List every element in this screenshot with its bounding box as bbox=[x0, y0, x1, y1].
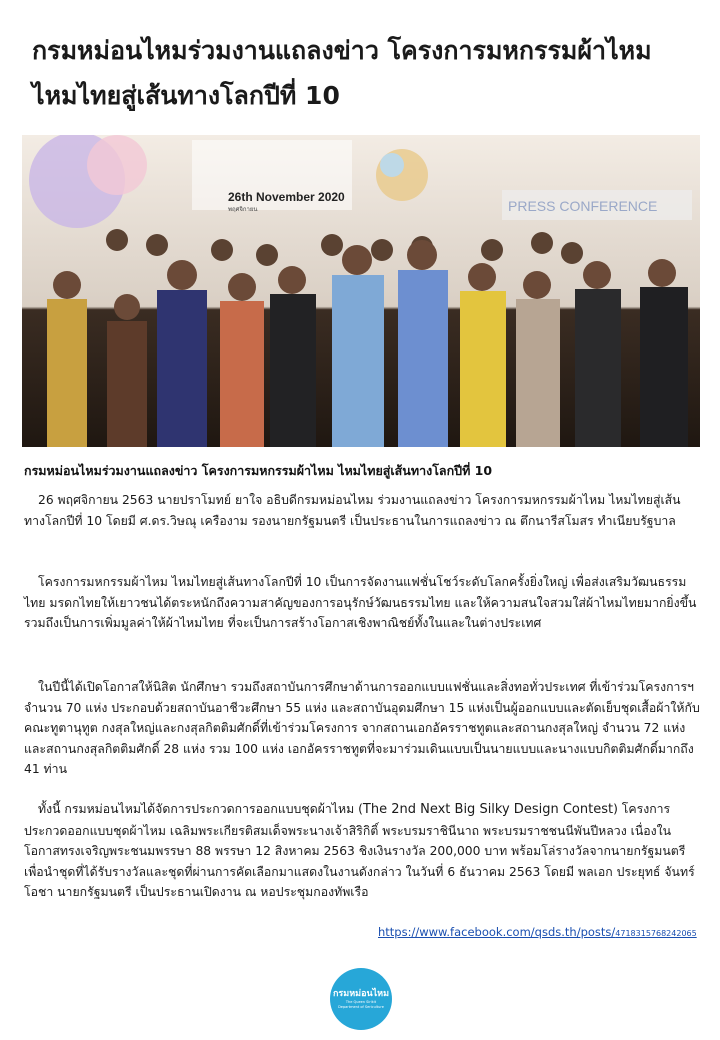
article-title: กรมหม่อนไหมร่วมงานแถลงข่าว โครงการมหกรรมผ้าไหม ไหมไทยสู่เส้นทางโลกปีที่ 10 bbox=[32, 36, 652, 110]
contest-name: The 2nd Next Big Silky Design Contest bbox=[362, 802, 614, 817]
logo-tagline: The Queen Sirikit Department of Sericulture bbox=[338, 1000, 384, 1009]
press-conference-photo bbox=[22, 135, 700, 447]
article-paragraph-3: ในปีนี้ได้เปิดโอกาสให้นิสิต นักศึกษา รวมถึงสถาบันการศึกษาด้านการออกแบบแฟชั่นและสิ่งทอทั่วประเทศ ที่เข้าร่วมโครงการฯ จำนวน 70 แห่ง ประกอบด้วยสถาบันอาชีวะศึกษา 55 แห่ง และสถาบันอุดมศึกษา 15 แห่งเป็นผู้ออกแบบและตัดเย็บชุดเสื้อผ้าให้กับคณะทูตานุทูต กงสุลใหญ่และกงสุลกิตติมศักดิ์ที่เข้าร่วมโครงการ จากสถานเอกอัครราชทูตและสถานกงสุลใหญ่ จำนวน 72 แห่ง และสถานกงสุลกิตติมศักดิ์ 28 แห่ง รวม 100 แห่ง เอกอัครราชทูตที่จะมาร่วมเดินแบบเป็นนายแบบและนางแบบกิตติมศักดิ์มากถึง 41 ท่าน bbox=[24, 680, 700, 776]
backdrop-date: 26th November 2020 bbox=[228, 190, 345, 204]
source-link[interactable] bbox=[378, 925, 697, 939]
department-logo bbox=[330, 968, 392, 1030]
article-paragraph-1: 26 พฤศจิกายน 2563 นายปราโมทย์ ยาใจ อธิบดีกรมหม่อนไหม ร่วมงานแถลงข่าว โครงการมหกรรมผ้าไหม ไหมไทยสู่เส้นทางโลกปีที่ 10 โดยมี ศ.ดร.วิษณุ เครืองาม รองนายกรัฐมนตรี เป็นประธานในการแถลงข่าว ณ ตึกนารีสโมสร ทำเนียบรัฐบาล bbox=[24, 493, 681, 528]
backdrop-date-thai: พฤศจิกายน bbox=[228, 207, 258, 213]
logo-name: กรมหม่อนไหม bbox=[332, 989, 390, 999]
paragraph-4-before: ทั้งนี้ กรมหม่อนไหมได้จัดการประกวดการออกแบบชุดผ้าไหม ( bbox=[38, 802, 363, 816]
article-subheading: กรมหม่อนไหมร่วมงานแถลงข่าว โครงการมหกรรมผ้าไหม ไหมไทยสู่เส้นทางโลกปีที่ 10 bbox=[24, 463, 493, 478]
paragraph-4-after: ) โครงการประกวดออกแบบชุดผ้าไหม เฉลิมพระเกียรติสมเด็จพระนางเจ้าสิริกิติ์ พระบรมราชินีนาถ พระบรมราชชนนีพันปีหลวง เนื่องในโอกาสทรงเจริญพระชนมพรรษา 88 พรรษา 12 สิงหาคม 2563 ชิงเงินรางวัล 200,000 บาท พร้อมโล่รางวัลจากนายกรัฐมนตรี เพื่อนำชุดที่ได้รับรางวัลและชุดที่ผ่านการคัดเลือกมาแสดงในงานดังกล่าว ในวันที่ 6 ธันวาคม 2563 โดยมี พลเอก ประยุทธ์ จันทร์โอชา นายกรัฐมนตรี เป็นประธานเปิดงาน ณ หอประชุมกองทัพเรือ bbox=[24, 802, 695, 899]
source-link-url: https://www.facebook.com/qsds.th/posts/ bbox=[378, 925, 616, 939]
source-link-post-id: 4718315768242065 bbox=[615, 929, 697, 938]
article-paragraph-4 bbox=[24, 799, 700, 903]
article-paragraph-2: โครงการมหกรรมผ้าไหม ไหมไทยสู่เส้นทางโลกปีที่ 10 เป็นการจัดงานแฟชั่นโชว์ระดับโลกครั้งยิ่งใหญ่ เพื่อส่งเสริมวัฒนธรรมไทย มรดกไทยให้เยาวชนได้ตระหนักถึงความสาคัญของการอนุรักษ์วัฒนธรรมไทย และให้ความสนใจสวมใส่ผ้าไหมไทยมากยิ่งขึ้น รวมถึงเป็นการเพิ่มมูลค่าให้ผ้าไหมไทย ที่จะเป็นการสร้างโอกาสเชิงพาณิชย์ทั้งในและในต่างประเทศ bbox=[24, 575, 697, 630]
backdrop-label: PRESS CONFERENCE bbox=[508, 198, 658, 214]
